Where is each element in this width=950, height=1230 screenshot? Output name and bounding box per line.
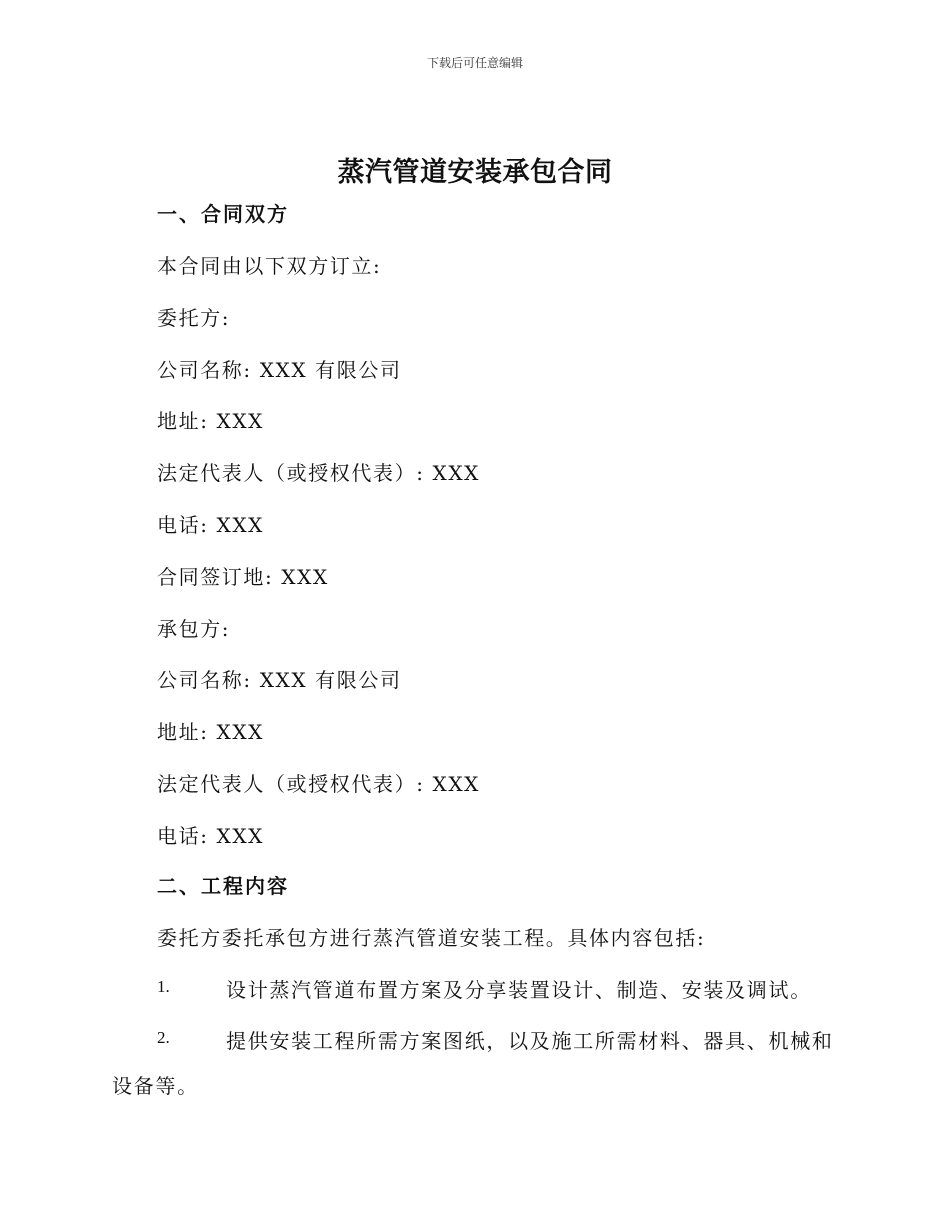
contractor-representative: 法定代表人（或授权代表）: XXX [157, 772, 481, 796]
client-company: 公司名称: XXX 有限公司 [157, 358, 402, 382]
contractor-label: 承包方: [157, 617, 231, 641]
list-item-text: 设计蒸汽管道布置方案及分享装置设计、制造、安装及调试。 [226, 978, 812, 1002]
client-representative: 法定代表人（或授权代表）: XXX [157, 461, 481, 485]
list-item-text: 提供安装工程所需方案图纸，以及施工所需材料、器具、机械和 [226, 1029, 834, 1053]
contractor-address: 地址: XXX [157, 720, 265, 744]
contractor-company: 公司名称: XXX 有限公司 [157, 668, 402, 692]
parties-intro: 本合同由以下双方订立: [157, 254, 382, 278]
header-note: 下载后可任意编辑 [426, 56, 523, 70]
list-item-number: 2. [157, 1028, 170, 1047]
list-item-continuation: 设备等。 [112, 1074, 199, 1098]
scope-intro: 委托方委托承包方进行蒸汽管道安装工程。具体内容包括: [157, 926, 706, 950]
section-heading-parties: 一、合同双方 [157, 202, 289, 226]
client-address: 地址: XXX [157, 409, 265, 433]
client-signing-place: 合同签订地: XXX [157, 565, 329, 589]
contractor-phone: 电话: XXX [157, 824, 265, 848]
section-heading-scope: 二、工程内容 [157, 874, 289, 898]
client-label: 委托方: [157, 306, 231, 330]
list-item-number: 1. [157, 977, 170, 996]
document-title: 蒸汽管道安装承包合同 [337, 157, 613, 188]
client-phone: 电话: XXX [157, 513, 265, 537]
